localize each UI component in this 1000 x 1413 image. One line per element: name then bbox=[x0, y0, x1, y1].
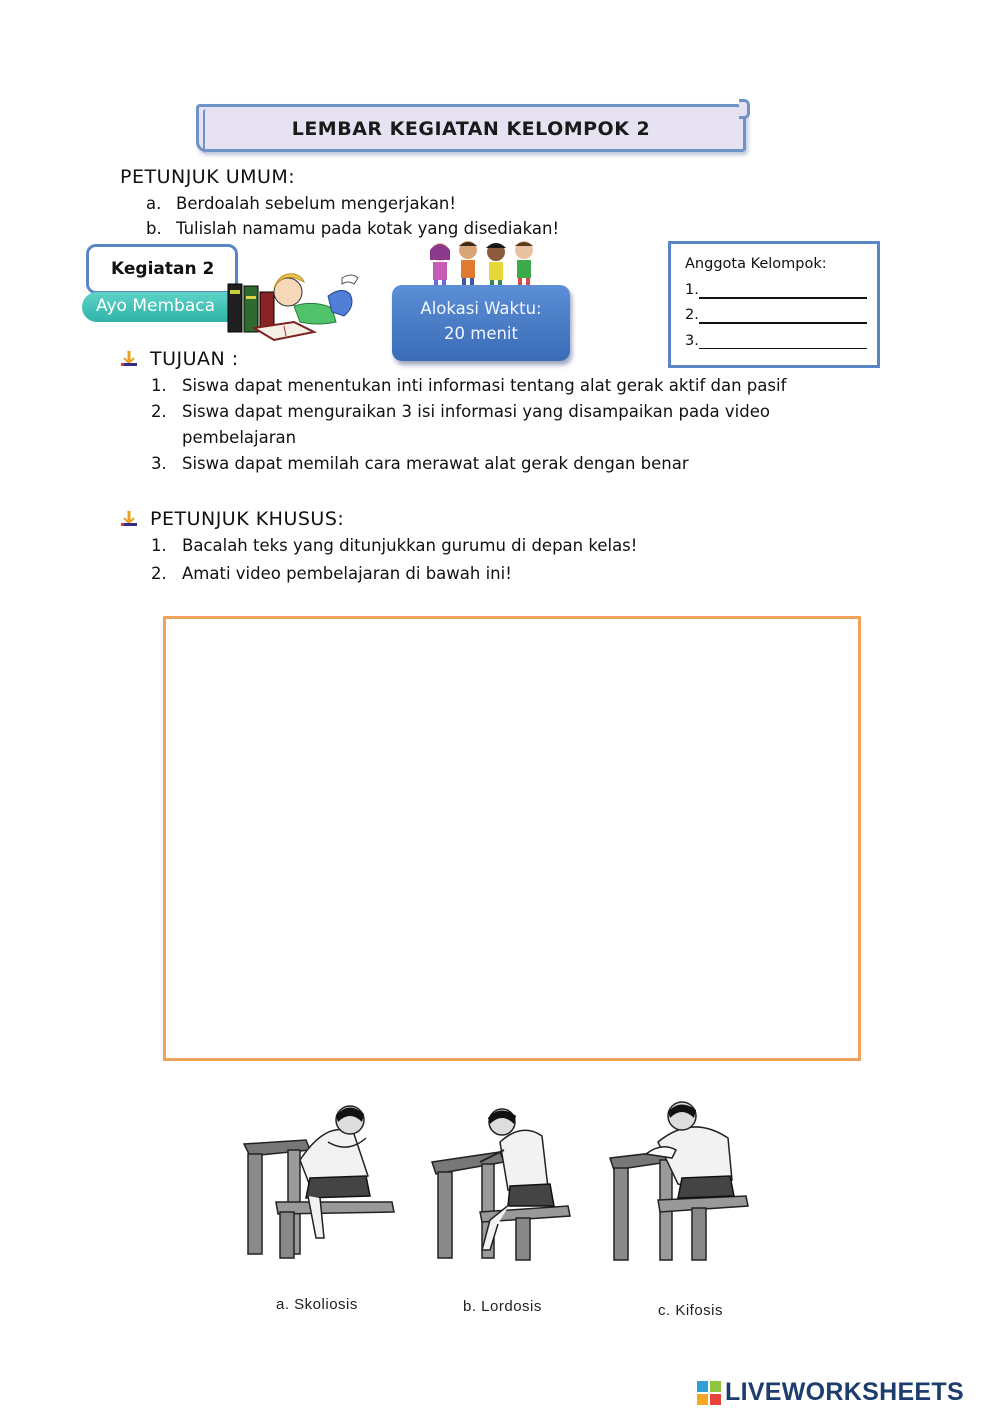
list-marker: 1. bbox=[151, 376, 167, 395]
tujuan-item bbox=[151, 402, 770, 421]
alokasi-waktu-box bbox=[392, 285, 570, 361]
anggota-heading: Anggota Kelompok: bbox=[685, 256, 827, 272]
list-text: Siswa dapat menentukan inti informasi tentang alat gerak aktif dan pasif bbox=[182, 376, 787, 395]
page-title: LEMBAR KEGIATAN KELOMPOK 2 bbox=[291, 118, 651, 140]
tujuan-item bbox=[151, 454, 689, 473]
anggota-number: 3. bbox=[685, 333, 699, 349]
anggota-number: 2. bbox=[685, 307, 699, 323]
list-text: Berdoalah sebelum mengerjakan! bbox=[176, 194, 457, 213]
posture-caption: b. Lordosis bbox=[463, 1298, 542, 1315]
list-marker: 2. bbox=[151, 402, 167, 421]
petunjuk-khusus-item bbox=[151, 536, 637, 555]
tujuan-item-continuation: pembelajaran bbox=[182, 428, 297, 447]
petunjuk-khusus-heading: PETUNJUK KHUSUS: bbox=[150, 508, 345, 530]
list-text: Siswa dapat menguraikan 3 isi informasi yang disampaikan pada video bbox=[182, 402, 770, 421]
tujuan-item bbox=[151, 376, 786, 395]
reading-child-illustration bbox=[224, 266, 364, 346]
posture-kifosis-illustration bbox=[606, 1098, 756, 1264]
ayo-membaca-label: Ayo Membaca bbox=[96, 296, 215, 316]
petunjuk-umum-heading: PETUNJUK UMUM: bbox=[120, 166, 296, 188]
bullet-arrow-icon bbox=[120, 350, 138, 368]
kegiatan-label: Kegiatan 2 bbox=[111, 259, 215, 279]
video-placeholder[interactable] bbox=[163, 616, 861, 1061]
posture-skoliosis-illustration bbox=[240, 1098, 400, 1260]
ayo-membaca-tag bbox=[82, 292, 242, 322]
petunjuk-khusus-item bbox=[151, 564, 512, 583]
posture-caption: c. Kifosis bbox=[658, 1302, 724, 1319]
list-text: Bacalah teks yang ditunjukkan gurumu di depan kelas! bbox=[182, 536, 638, 555]
petunjuk-umum-item bbox=[146, 219, 559, 238]
alokasi-label: Alokasi Waktu: bbox=[420, 299, 542, 318]
anggota-number: 1. bbox=[685, 282, 699, 298]
list-marker: 3. bbox=[151, 454, 167, 473]
anggota-name-line[interactable] bbox=[699, 348, 867, 349]
list-marker: b. bbox=[146, 219, 162, 238]
posture-caption: a. Skoliosis bbox=[276, 1296, 358, 1313]
kegiatan-badge bbox=[86, 244, 238, 294]
list-marker: 2. bbox=[151, 564, 167, 583]
anggota-kelompok-box bbox=[668, 241, 880, 368]
posture-lordosis-illustration bbox=[430, 1102, 580, 1262]
list-marker: 1. bbox=[151, 536, 167, 555]
anggota-name-line[interactable] bbox=[699, 322, 867, 324]
petunjuk-umum-item bbox=[146, 194, 456, 213]
anggota-name-line[interactable] bbox=[699, 297, 867, 299]
bullet-arrow-icon bbox=[120, 510, 138, 528]
title-banner bbox=[196, 104, 746, 152]
liveworksheets-logo-icon bbox=[697, 1381, 721, 1405]
list-text: Amati video pembelajaran di bawah ini! bbox=[182, 564, 512, 583]
list-text: Tulislah namamu pada kotak yang disediakan! bbox=[176, 219, 560, 238]
list-marker: a. bbox=[146, 194, 162, 213]
alokasi-duration: 20 menit bbox=[444, 324, 518, 343]
list-text: Siswa dapat memilah cara merawat alat gerak dengan benar bbox=[182, 454, 689, 473]
watermark-text: LIVEWORKSHEETS bbox=[725, 1378, 964, 1406]
tujuan-heading: TUJUAN : bbox=[150, 348, 239, 370]
